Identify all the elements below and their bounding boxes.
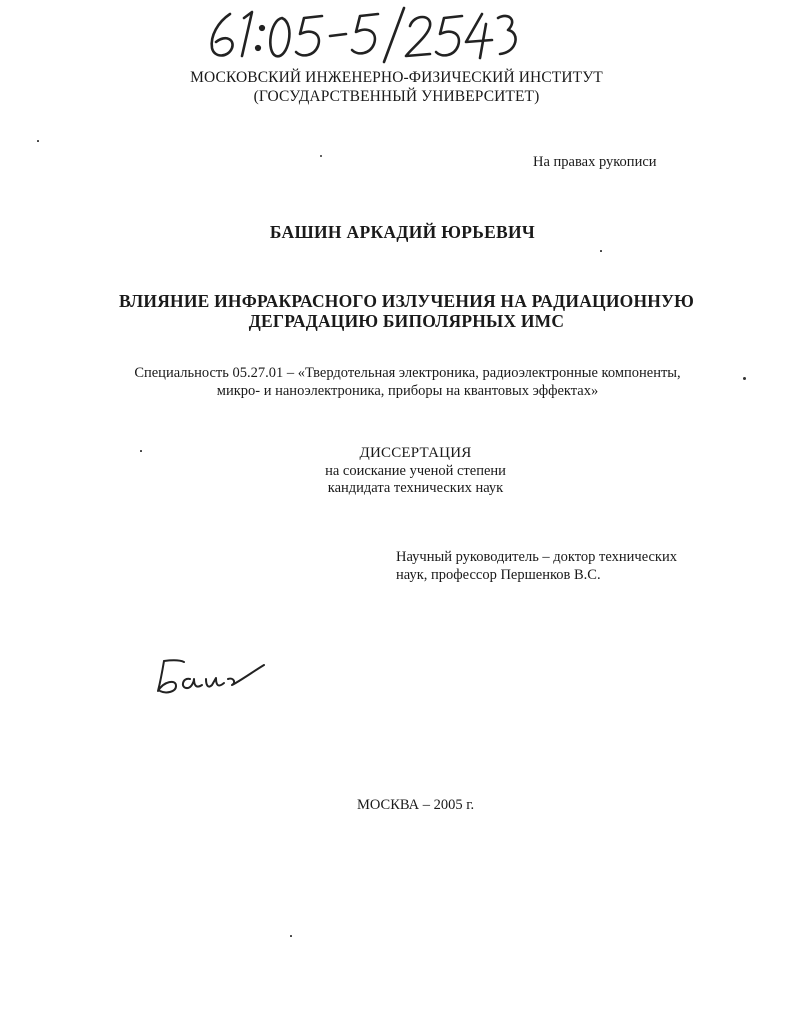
institute-line-1: МОСКОВСКИЙ ИНЖЕНЕРНО-ФИЗИЧЕСКИЙ ИНСТИТУТ xyxy=(190,69,603,86)
supervisor-line-2: наук, профессор Першенков В.С. xyxy=(396,567,601,583)
specialty-line-2: микро- и наноэлектроника, приборы на квантовых эффектах» xyxy=(216,383,599,399)
scan-speck xyxy=(37,140,39,142)
title-line-2: ДЕГРАДАЦИЮ БИПОЛЯРНЫХ ИМС xyxy=(248,311,565,331)
specialty-line-1: Специальность 05.27.01 – «Твердотельная электроника, радиоэлектронные компоненты, xyxy=(134,365,681,381)
supervisor-line-1: Научный руководитель – доктор технических xyxy=(396,549,677,565)
institute-line-2: (ГОСУДАРСТВЕННЫЙ УНИВЕРСИТЕТ) xyxy=(253,88,540,105)
scan-speck xyxy=(320,155,322,157)
institute-name xyxy=(0,68,793,106)
degree-line-2: на соискание ученой степени xyxy=(325,462,506,479)
degree-line-3: кандидата технических наук xyxy=(327,480,504,496)
scan-speck xyxy=(140,450,142,452)
scan-speck xyxy=(290,935,292,937)
supervisor xyxy=(396,548,677,584)
signature xyxy=(150,655,270,700)
handwritten-archive-number xyxy=(200,2,520,64)
degree-block xyxy=(0,445,793,498)
city-year: МОСКВА – 2005 г. xyxy=(357,797,475,813)
author-name: БАШИН АРКАДИЙ ЮРЬЕВИЧ xyxy=(269,222,536,242)
title-line-1: ВЛИЯНИЕ ИНФРАКРАСНОГО ИЗЛУЧЕНИЯ НА РАДИАЦИОННУЮ xyxy=(118,291,695,311)
rights-note: На правах рукописи xyxy=(533,154,657,170)
scan-speck xyxy=(600,250,602,252)
specialty xyxy=(0,364,793,400)
scan-speck xyxy=(743,377,746,380)
dissertation-heading: ДИССЕРТАЦИЯ xyxy=(359,445,472,461)
dissertation-title xyxy=(0,291,793,331)
